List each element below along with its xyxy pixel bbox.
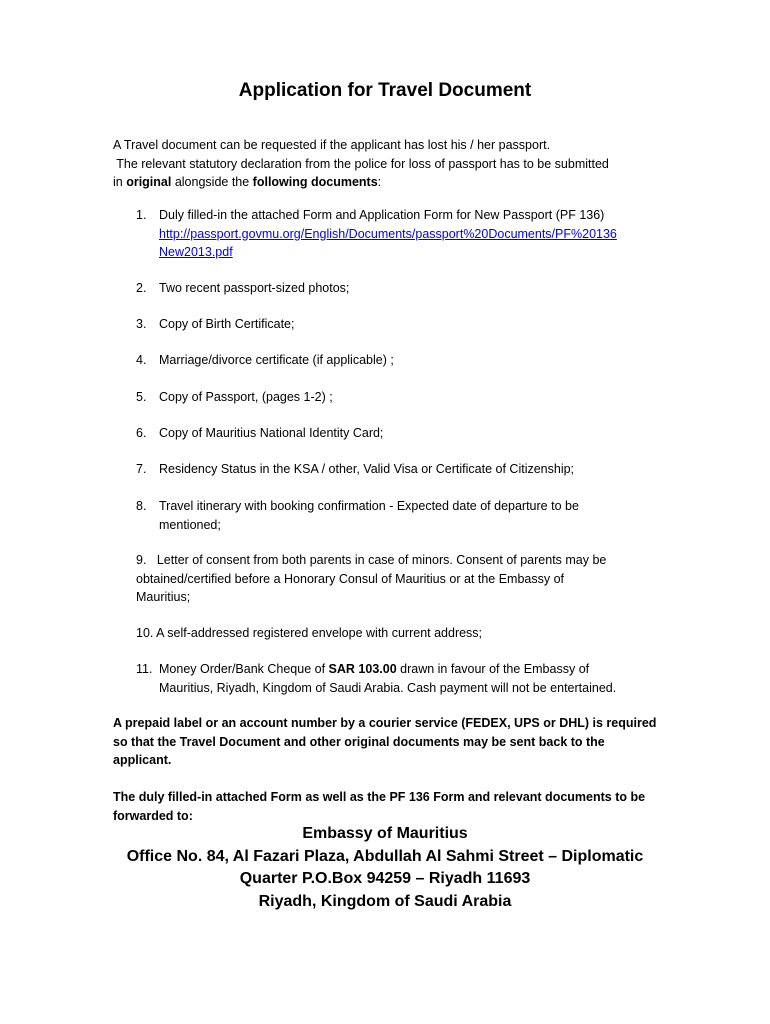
list-item-text: 9. Letter of consent from both parents in case of minors. Consent of parents may be (136, 553, 607, 567)
address-line: Riyadh, Kingdom of Saudi Arabia (258, 892, 512, 910)
list-item-text: Copy of Passport, (pages 1-2) ; (159, 390, 333, 404)
address-line: Quarter P.O.Box 94259 – Riyadh 11693 (239, 870, 531, 887)
list-item-text: Duly filled-in the attached Form and Application Form for New Passport (PF 136) (159, 208, 605, 222)
intro-text: alongside the (171, 175, 253, 189)
payment-amount: SAR 103.00 (328, 662, 397, 676)
list-item-text: Marriage/divorce certificate (if applicable) ; (159, 353, 394, 367)
list-item-text: Travel itinerary with booking confirmation - Expected date of departure to be (159, 499, 579, 513)
address-line: Embassy of Mauritius (302, 825, 468, 842)
payment-text: drawn in favour of the Embassy of (396, 662, 590, 676)
intro-text: : (377, 175, 382, 189)
intro-line (113, 173, 673, 192)
list-item-number: 8. (136, 499, 147, 513)
list-item (136, 624, 656, 643)
forwarding-note (113, 788, 658, 825)
pf136-form-link[interactable]: http://passport.govmu.org/English/Documents/passport%20Documents/PF%20136 (159, 226, 617, 241)
forwarding-note-line: The duly filled-in attached Form as well as the PF 136 Form and relevant documents to be (113, 790, 646, 804)
payment-text: Money Order/Bank Cheque of (159, 662, 329, 676)
page-title: Application for Travel Document (238, 80, 532, 101)
list-item-number: 2. (136, 281, 147, 295)
intro-paragraph (113, 136, 673, 192)
intro-line: A Travel document can be requested if the applicant has lost his / her passport. (113, 138, 551, 152)
courier-note-line: so that the Travel Document and other original documents may be sent back to the (113, 734, 605, 749)
intro-line: The relevant statutory declaration from the police for loss of passport has to be submitted (113, 156, 609, 171)
pf136-form-link[interactable]: New2013.pdf (159, 245, 233, 259)
list-item-text: Copy of Mauritius National Identity Card; (159, 426, 384, 440)
list-item-number: 6. (136, 426, 147, 440)
embassy-address (0, 823, 770, 913)
list-item-text: 10. A self-addressed registered envelope with current address; (136, 626, 483, 640)
list-item-number: 7. (136, 462, 147, 476)
forwarding-note-line: forwarded to: (113, 808, 193, 823)
courier-note (113, 714, 658, 770)
intro-emphasis: original (126, 175, 172, 189)
courier-note-line: applicant. (113, 753, 172, 767)
list-item-number: 5. (136, 390, 147, 404)
list-item (136, 551, 656, 607)
courier-note-line: A prepaid label or an account number by a courier service (FEDEX, UPS or DHL) is required (113, 716, 657, 730)
list-item-number: 4. (136, 353, 147, 367)
list-item-number: 1. (136, 208, 147, 222)
intro-emphasis: following documents (252, 175, 378, 189)
address-line: Office No. 84, Al Fazari Plaza, Abdullah Al Sahmi Street – Diplomatic (126, 847, 644, 865)
list-item-text: Mauritius; (136, 590, 191, 604)
list-item-number: 11. (136, 662, 153, 676)
list-item-text: obtained/certified before a Honorary Consul of Mauritius or at the Embassy of (136, 571, 564, 586)
intro-text: in (113, 175, 127, 189)
list-item-text: mentioned; (159, 517, 221, 532)
list-item-number: 3. (136, 317, 147, 331)
list-item-text: Copy of Birth Certificate; (159, 317, 295, 331)
list-item-text: Two recent passport-sized photos; (159, 281, 350, 295)
list-item-text: Mauritius, Riyadh, Kingdom of Saudi Arabia. Cash payment will not be entertained. (159, 680, 617, 695)
list-item-text: Residency Status in the KSA / other, Valid Visa or Certificate of Citizenship; (159, 462, 575, 476)
list-item-text (159, 660, 679, 679)
